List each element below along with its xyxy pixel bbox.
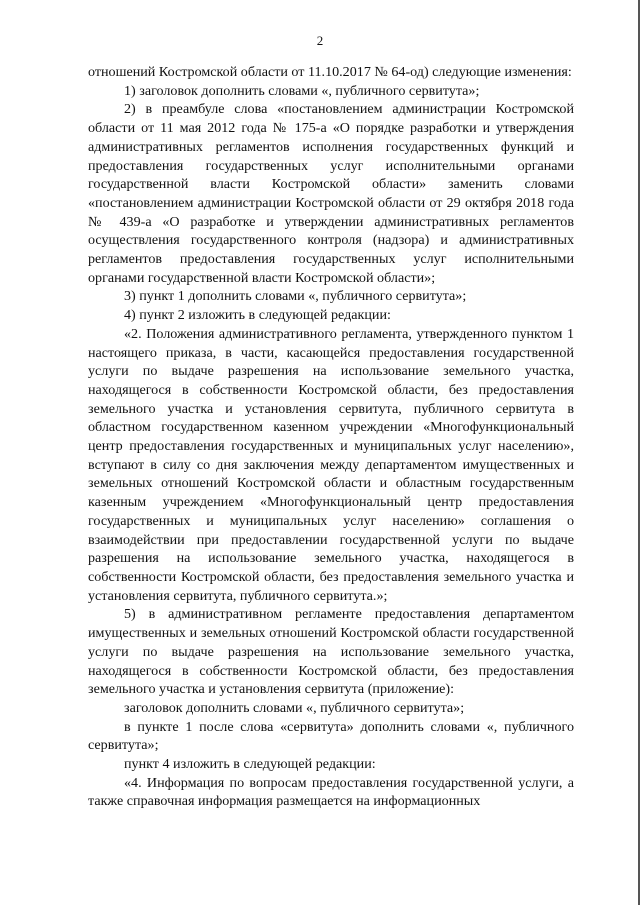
paragraph-quoted-clause-2: «2. Положения административного регламента, утвержденного пунктом 1 настоящего приказа, в части, касающейся предоставления государственной услуги по выдаче разрешения на использование земельного участка, находящегося в собственности Костромской области, без предоставления земельного участка и установления сервитута, публичного сервитута в областном государственном казенном учреждении «Многофункциональный центр предоставления государственных и муниципальных услуг населению», вступают в силу со дня заключения между департаментом имущественных и земельных отношений Костромской области и областным государственным казенным учреждением «Многофункциональный центр предоставления государственных и муниципальных услуг населению» соглашения о взаимодействии при предоставлении государственной услуги по выдаче разрешения на использование земельного участка, находящегося в собственности Костромской области, без предоставления земельного участка и установления сервитута, публичного сервитута.»;	[88, 325, 574, 604]
paragraph-subitem-point-1: в пункте 1 после слова «сервитута» дополнить словами «, публичного сервитута»;	[88, 718, 574, 754]
paragraph-item-2: 2) в преамбуле слова «постановлением администрации Костромской области от 11 мая 2012 года № 175-а «О порядке разработки и утверждения административных регламентов исполнения государственных функций и предоставления государственных услуг исполнительными органами государственной власти Костромской области» заменить словами «постановлением администрации Костромской области от 29 октября 2018 года № 439-а «О разработке и утверждении административных регламентов осуществления государственного контроля (надзора) и административных регламентов предоставления государственных услуг исполнительными органами государственной власти Костромской области»;	[88, 101, 574, 286]
paragraph-item-3: 3) пункт 1 дополнить словами «, публичного сервитута»;	[124, 288, 467, 305]
paragraph-item-1: 1) заголовок дополнить словами «, публичного сервитута»;	[124, 82, 480, 99]
paragraph-subitem-point-4: пункт 4 изложить в следующей редакции:	[124, 756, 376, 773]
paragraph-continuation: отношений Костромской области от 11.10.2017 № 64-од) следующие изменения:	[88, 64, 572, 80]
paragraph-quoted-clause-4: «4. Информация по вопросам предоставления государственной услуги, а также справочная информация размещается на информационных	[88, 774, 574, 810]
paragraph-subitem-title: заголовок дополнить словами «, публичного сервитута»;	[124, 699, 465, 716]
page-number: 2	[316, 33, 324, 48]
paragraph-item-4: 4) пункт 2 изложить в следующей редакции:	[124, 307, 391, 324]
paragraph-item-5: 5) в административном регламенте предоставления департаментом имущественных и земельных отношений Костромской области государственной услуги по выдаче разрешения на использование земельного участка, находящегося в собственности Костромской области, без предоставления земельного участка и установления сервитута (приложение):	[88, 606, 574, 698]
document-body	[88, 63, 574, 811]
